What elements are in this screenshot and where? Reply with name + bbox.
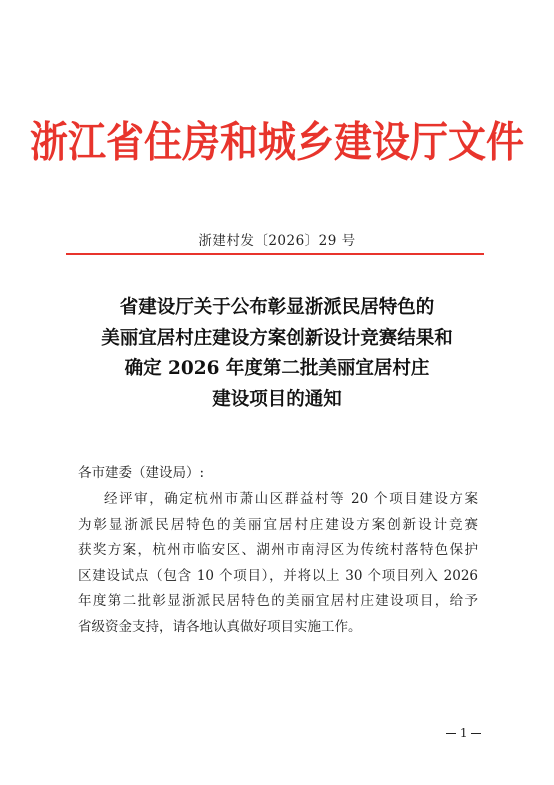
body-line: 年度第二批彰显浙派民居特色的美丽宜居村庄建设项目，给予 <box>78 593 478 609</box>
document-number: 浙建村发〔2026〕29 号 <box>198 233 356 249</box>
document-title <box>0 293 554 415</box>
red-divider-line <box>66 253 484 255</box>
page-number-dash <box>446 733 456 735</box>
page-number-value: 1 <box>459 726 468 740</box>
body-paragraph <box>78 487 478 640</box>
title-line: 确定 2026 年度第二批美丽宜居村庄 <box>124 358 430 379</box>
body-line: 经评审，确定杭州市萧山区群益村等 20 个项目建设方案 <box>104 491 478 507</box>
title-line: 建设项目的通知 <box>212 388 342 410</box>
body-line: 为彰显浙派民居特色的美丽宜居村庄建设方案创新设计竞赛 <box>78 516 478 533</box>
page-number <box>446 726 481 740</box>
title-line: 省建设厅关于公布彰显浙派民居特色的 <box>119 297 435 318</box>
body-line: 获奖方案，杭州市临安区、湖州市南浔区为传统村落特色保护 <box>78 542 478 558</box>
body-line: 省级资金支持，请各地认真做好项目实施工作。 <box>78 618 362 635</box>
document-masthead: 浙江省住房和城乡建设厅文件 <box>29 117 524 167</box>
page-number-dash <box>471 733 481 735</box>
addressee: 各市建委（建设局）: <box>78 465 205 481</box>
body-line: 区建设试点（包含 10 个项目），并将以上 30 个项目列入 2026 <box>78 567 478 584</box>
title-line: 美丽宜居村庄建设方案创新设计竞赛结果和 <box>101 327 453 349</box>
